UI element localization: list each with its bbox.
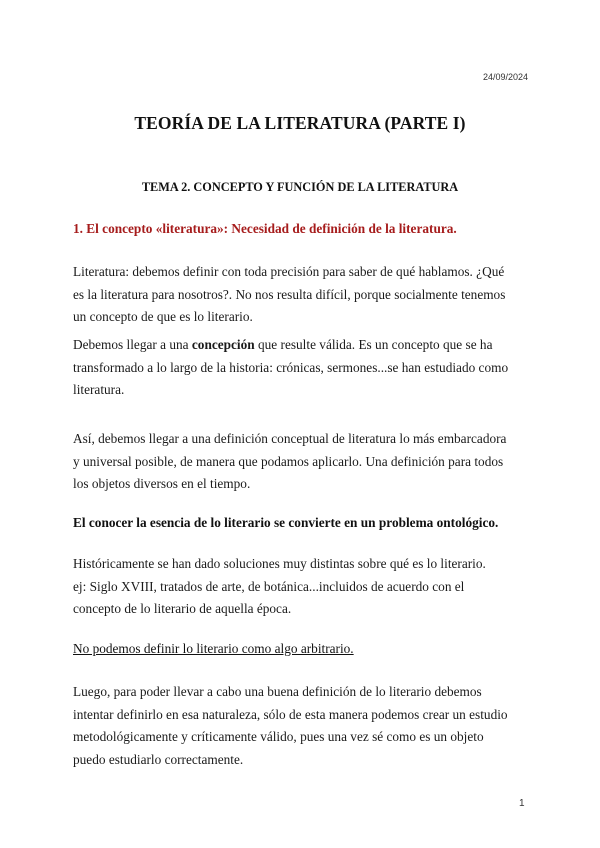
text-line: un concepto de que es lo literario.: [73, 309, 253, 324]
bold-term: concepción: [191, 337, 255, 352]
text-line: y universal posible, de manera que podamos aplicarlo. Una definición para todos: [73, 453, 504, 469]
paragraph-concepcion: [73, 334, 533, 402]
text-line: intentar definirlo en esa naturaleza, sólo de esta manera podemos crear un estudio: [73, 706, 508, 722]
text-line: Históricamente se han dado soluciones muy distintas sobre qué es lo literario.: [73, 556, 486, 571]
text-line: ej: Siglo XVIII, tratados de arte, de botánica...incluidos de acuerdo con el: [73, 578, 465, 594]
bold-statement: El conocer la esencia de lo literario se convierte en un problema ontológico.: [73, 515, 499, 530]
section-heading: 1. El concepto «literatura»: Necesidad de definición de la literatura.: [73, 221, 457, 236]
text-line: es la literatura para nosotros?. No nos resulta difícil, porque socialmente tenemos: [73, 286, 506, 302]
text-line: puedo estudiarlo correctamente.: [73, 751, 244, 767]
underlined-statement: No podemos definir lo literario como algo arbitrario.: [73, 641, 354, 656]
text-line: Así, debemos llegar a una definición conceptual de literatura lo más embarcadora: [73, 431, 507, 446]
text-line: concepto de lo literario de aquella época.: [73, 601, 292, 616]
text-line: Literatura: debemos definir con toda precisión para saber de qué hablamos. ¿Qué: [73, 264, 505, 279]
document-date: 24/09/2024: [482, 72, 528, 82]
paragraph-literatura-definition: [73, 261, 533, 329]
text-line: metodológicamente y críticamente válido, pues una vez sé como es un objeto: [73, 729, 484, 744]
page-title: TEORÍA DE LA LITERATURA (PARTE I): [134, 113, 466, 133]
text-line: [73, 334, 533, 357]
topic-subtitle: TEMA 2. CONCEPTO Y FUNCIÓN DE LA LITERATURA: [141, 180, 459, 194]
text-line: literatura.: [73, 382, 125, 397]
text-line: Luego, para poder llevar a cabo una buena definición de lo literario debemos: [73, 684, 482, 699]
paragraph-historicamente: [73, 553, 533, 621]
paragraph-luego: [73, 681, 533, 771]
text-line: los objetos diversos en el tiempo.: [73, 476, 251, 491]
text-line: transformado a lo largo de la historia: crónicas, sermones...se han estudiado como: [73, 359, 509, 375]
text-fragment: que resulte válida. Es un concepto que se ha: [254, 337, 493, 352]
page-number: 1: [519, 798, 525, 809]
paragraph-definicion-conceptual: [73, 428, 533, 496]
text-fragment: Debemos llegar a una: [73, 337, 192, 352]
